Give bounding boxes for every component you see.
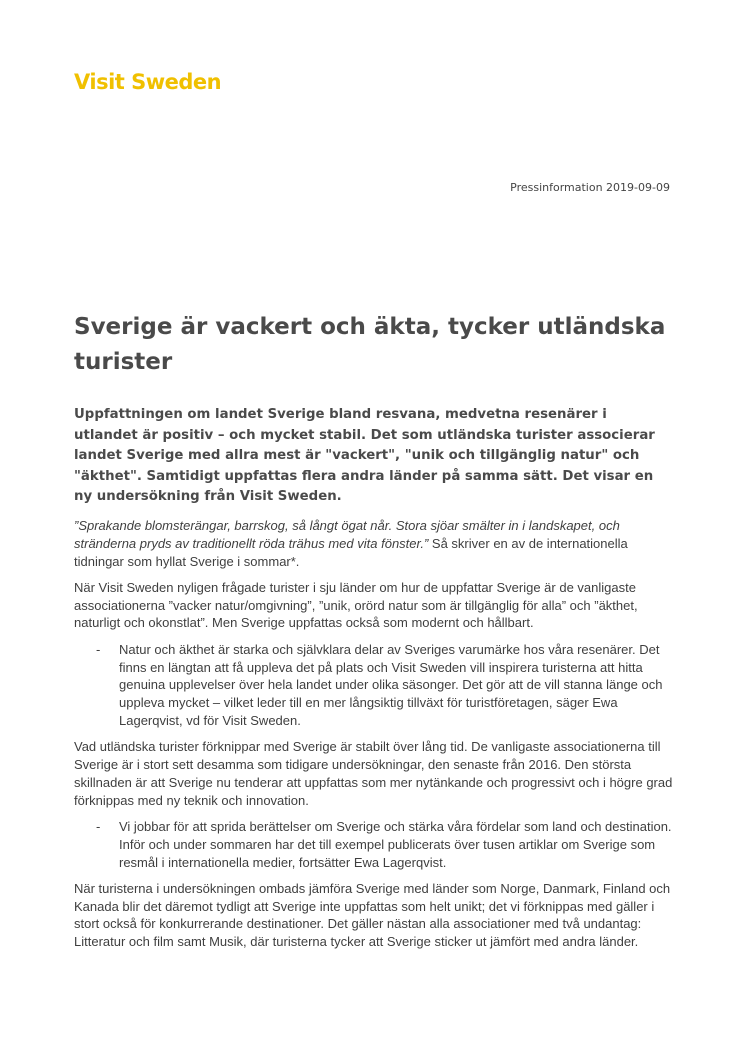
paragraph-stability: Vad utländska turister förknippar med Sverige är stabilt över lång tid. De vanligaste associationerna till Sverige är i stort sett desamma som tidigare undersökningar, den senaste från 2016. Den största skillnaden är att Sverige nu tenderar att uppfattas som mer nytänkande och progressivt och i högre grad förknippas med ny teknik och innovation. xyxy=(74,739,673,808)
bullet-text: Vi jobbar för att sprida berättelser om Sverige och stärka våra fördelar som land och destination. Inför och under sommaren har det till exempel publicerats över tusen artiklar om Sverige som resmål i internationella medier, fortsätter Ewa Lagerqvist. xyxy=(119,818,672,870)
bullet-quote-natur xyxy=(74,641,674,730)
paragraph-comparison: När turisterna i undersökningen ombads jämföra Sverige med länder som Norge, Danmark, Finland och Kanada blir det däremot tydligt att Sverige inte uppfattas som helt unikt; det vi förknippas med gäller i stort också för konkurrerande destinationer. Det gäller nästan alla associationer med två undantag: Litteratur och film samt Musik, där turisterna tycker att Sverige sticker ut jämfört med andra länder. xyxy=(74,880,671,950)
bullet-text: Natur och äkthet är starka och självklara delar av Sveriges varumärke hos våra resenärer. Det finns en längtan att få uppleva det på plats och Visit Sweden vill inspirera turisterna att hitta genuina upplevelser över hela landet under olika säsonger. Det gör att de vill stanna länge och uppleva mycket – vilket leder till en mer långsiktig tillväxt för turistföretagen, säger Ewa Lagerqvist, vd för Visit Sweden. xyxy=(119,641,663,728)
bullet-dash: - xyxy=(96,818,101,834)
visit-sweden-logo: Visit Sweden xyxy=(74,70,222,94)
headline: Sverige är vackert och äkta, tycker utländska turister xyxy=(74,314,666,375)
article-body xyxy=(74,517,674,960)
quote-attribution: Så skriver en av de internationella tidningar som hyllat Sverige i sommar*. xyxy=(74,535,628,569)
quote-paragraph xyxy=(74,517,674,570)
bullet-dash: - xyxy=(96,641,101,657)
press-dateline: Pressinformation 2019-09-09 xyxy=(510,181,670,194)
bullet-quote-berattelser xyxy=(74,818,674,871)
paragraph-associations: När Visit Sweden nyligen frågade turister i sju länder om hur de uppfattar Sverige är de vanligaste associationerna ”vacker natur/omgivning”, ”unik, orörd natur som är tillgänglig för alla” och ”äkthet, naturligt och okonstlat”. Men Sverige uppfattas också som modernt och hållbart. xyxy=(74,579,638,631)
newspaper-quote: ”Sprakande blomsterängar, barrskog, så långt ögat når. Stora sjöar smälter in i landskapet, och stränderna pryds av traditionellt röda trähus med vita fönster.” xyxy=(74,518,620,551)
lede-paragraph: Uppfattningen om landet Sverige bland resvana, medvetna resenärer i utlandet är positiv – och mycket stabil. Det som utländska turister associerar landet Sverige med allra mest är "vackert", "unik och tillgänglig natur" och "äkthet". Samtidigt uppfattas flera andra länder på samma sätt. Det visar en ny undersökning från Visit Sweden. xyxy=(74,407,655,504)
